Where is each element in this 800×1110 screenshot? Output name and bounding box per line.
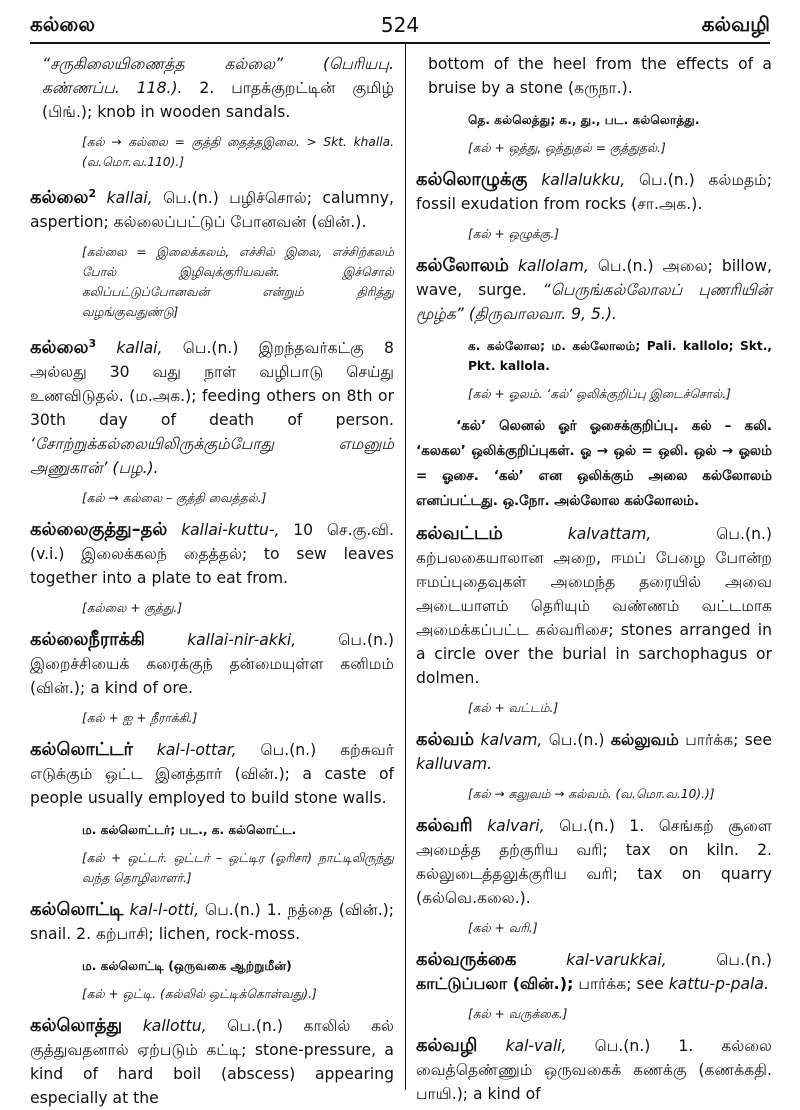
entry-kallai-2 [30,182,394,322]
definition: பெ.(n.) காலில் கல் குத்துவதனால் ஏற்படும் கட்டி; stone-pressure, a kind of hard boil (abscess) appearing especially at the [30,1017,394,1108]
etymology: [கல் + ஒழுக்கு.] [468,227,560,241]
entry-kalvali [416,1034,772,1106]
definition: 10 செ.கு.வி.(v.i.) இலைக்கலந் தைத்தல்; to sew leaves together into a plate to eat from. [30,521,394,588]
headword: கல்லொட்டி [30,899,124,921]
entry-kalvarukkai [416,948,772,1024]
transliteration: kallolam, [509,257,589,275]
definition: பெ.(n.) கற்பலகையாலான அறை, ஈமப் பேழை போன்ற ஈமப்புதைவுகள் அமைந்த தரையில் அவை அடையாளம் தெரியும் வண்ணம் வட்டமாக அமைக்கப்பட்ட கல்வரிசை; stones arranged in a circle over the burial in sarchophagus or dolmen. [416,525,772,687]
transliteration: kal-vali, [477,1037,567,1055]
cross-reference-transliteration: kalluvam. [416,755,493,773]
headword: கல்வம் [416,729,475,750]
transliteration: kallalukku, [527,171,626,189]
right-column [416,52,772,1103]
citation-quote: “பெருங்கல்லோலப் புணரியின் மூழ்க” (திருவாலவா. 9, 5.). [416,281,772,323]
entry-definition: 2. பாதக்குறட்டின் குமிழ் (பிங்.); knob in wooden sandals. [42,79,394,121]
headword: கல்வரி [416,815,473,836]
transliteration: kal-l-ottar, [132,741,237,760]
definition: பெ.(n.) [542,731,611,749]
transliteration: kalvattam, [502,525,652,543]
entry-definition: bottom of the heel from the effects of a bruise by a stone (கருநா.). [428,55,772,97]
see-label: பார்க்க; see [678,731,772,749]
entry-kallainiraakki [30,628,394,728]
definition: பெ.(n.) இறந்தவர்கட்கு 8 அல்லது 30 வது நாள் வழிபாடு செய்து உணவிடுதல். (ம.அக.); feeding others on 8th or 30th day of death of person. [30,339,394,430]
definition: பெ.(n.) கற்சுவர் எடுக்கும் ஒட்ட இனத்தார் (வின்.); a caste of people usually employed to build stone walls. [30,741,394,808]
definition: பெ.(n.) கல்மதம்; fossil exudation from rocks (சா.அக.). [416,171,772,213]
headword: கல்லொட்டர் [30,739,133,761]
left-column [30,52,394,1108]
entry-kallottu [30,1014,394,1110]
definition: பெ.(n.) 1. கல்லை வைத்தெண்ணும் ஒருவகைக் கணக்கு (கணக்கதி. பாயி.); a kind of [416,1037,772,1103]
transliteration: kal-l-otti, [123,901,200,920]
definition: பெ.(n.) அலை; billow, wave, surge. [416,257,772,299]
headword: கல்லொழுக்கு [416,169,528,190]
etymology: [கல்லை = இலைக்கலம், எச்சில் இலை, எச்சிற்கலம் போல் இழிவுக்குரியவன். இச்சொல் கலிப்பட்டுப்போனவன் என்றும் திரித்து வழங்குவதுண்டு] [82,245,394,320]
column-divider [405,44,406,1090]
definition: பெ.(n.) 1. செங்கற் சூளை அமைத்த தற்குரிய வரி; tax on kiln. 2. கல்லுடைத்தலுக்குரிய வரி; tax on quarry (கல்வெ.கலை.). [416,817,772,907]
definition: பெ.(n.) இறைச்சியைக் கரைக்குந் தன்மையுள்ள கனிமம் (வின்.); a kind of ore. [30,631,394,698]
etymology: [கல் + வருக்கை.] [468,1007,568,1021]
headword: கல்லை [30,187,89,209]
homonym-number: 3 [88,337,97,351]
transliteration: kalvam, [474,731,543,749]
etymology: [கல் + ஐ + நீராக்கி.] [82,711,198,726]
headword: கல்வழி [416,1035,478,1056]
entry-continuation [30,52,394,172]
etymology: [கல் + ஒத்து, ஒத்துதல் = குத்துதல்.] [468,141,666,155]
transliteration: kal-varukkai, [516,951,667,969]
entry-kallolukku [416,168,772,244]
page-header [30,8,770,44]
headword: கல்லைநீராக்கி [30,629,145,651]
etymology: [கல் + வரி.] [468,921,538,935]
usage-note: ‘கல்’ லெனல் ஓர் ஓசைக்குறிப்பு. கல் – கலி. ‘கலகல’ ஒலிக்குறிப்புகள். ஓ → ஒல் = ஒலி. ஒல் → ஓலம் = ஓசை. ‘கல்’ என ஒலிக்கும் அலை கல்லோலம் எனப்பட்டது. ஒ.நோ. அல்லோல கல்லோலம். [416,418,772,509]
headword: கல்வருக்கை [416,949,517,970]
transliteration: kallottu, [122,1017,207,1036]
entry-quote: “சருகிலையிணைத்த கல்லை” (பெரியபு. கண்ணப்ப. 118.). [42,55,394,97]
cognates: தெ. கல்லெத்து; க., து., பட. கல்லொத்து. [468,113,700,127]
etymology: [கல் + ஓலம். ‘கல்’ ஒலிக்குறிப்பு இடைச்சொல்.] [468,387,731,401]
entry-kallaikuttu [30,518,394,618]
proverb-quote: ‘சோற்றுக்கல்லையிலிருக்கும்போது எமனும் அணுகான்’ (பழ.). [30,435,394,478]
entry-kallottar [30,738,394,888]
header-left-guide-word: கல்லை [30,11,95,36]
transliteration: kallai-nir-akki, [144,631,297,650]
headword: கல்லோலம் [416,255,510,276]
etymology: [கல் + ஒட்டர். ஒட்டர் – ஒட்டிர (ஓரிசா) நாட்டிலிருந்து வந்த தொழிலாளர்.] [82,851,394,886]
transliteration: kalvari, [472,817,545,835]
entry-kalvam [416,728,772,804]
headword: கல்லைகுத்து–தல் [30,519,168,541]
definition: பெ.(n.) [666,951,772,969]
transliteration: kallai-kuttu-, [167,521,280,540]
definition: பெ.(n.) பழிச்சொல்; calumny, aspertion; கல்லைப்பட்டுப் போனவன் (வின்.). [30,189,394,232]
etymology: [கல் → கல்லை – குத்தி வைத்தல்.] [82,491,267,506]
entry-kalvari [416,814,772,938]
etymology: [கல் → கலுவம் → கல்வம். (வ.மொ.வ.10).)] [468,787,715,801]
etymology: [கல் + ஒட்டி. (கல்லில் ஒட்டிக்கொள்வது).] [82,987,317,1002]
cross-reference-transliteration: kattu-p-pala. [668,975,769,993]
entry-kallai-3 [30,332,394,508]
entry-continuation [416,52,772,158]
page-number: 524 [380,13,420,37]
etymology: [கல் + வட்டம்.] [468,701,559,715]
entry-kallotti [30,898,394,1004]
transliteration: kallai, [116,339,163,358]
definition: பெ.(n.) 1. நத்தை (வின்.); snail. 2. கற்பாசி; lichen, rock-moss. [30,901,394,944]
entry-kalvattam [416,522,772,718]
etymology: [கல் → கல்லை = குத்தி தைத்தஇலை. > Skt. khalla. (வ.மொ.வ.110).] [82,135,394,169]
cognates: ம. கல்லொட்டி (ஒருவகை ஆற்றுமீன்) [82,959,292,974]
headword: கல்லொத்து [30,1015,123,1037]
transliteration: kallai, [106,189,153,208]
etymology: [கல்லை + குத்து.] [82,601,183,616]
cognates: ம. கல்லொட்டர்; பட., க. கல்லொட்ட. [82,823,297,838]
header-right-guide-word: கல்வழி [701,11,770,36]
homonym-number: 2 [88,187,97,200]
see-label: பார்க்க; see [573,975,669,993]
headword: கல்வட்டம் [416,523,503,544]
cognates: க. கல்லோல; ம. கல்லோலம்; Pali. kallolo; Skt., Pkt. kallola. [468,339,772,373]
entry-kallolam [416,254,772,514]
cross-reference-headword: காட்டுப்பலா (வின்.); [416,974,574,993]
cross-reference-headword: கல்லுவம் [610,730,679,749]
headword: கல்லை [30,337,89,359]
